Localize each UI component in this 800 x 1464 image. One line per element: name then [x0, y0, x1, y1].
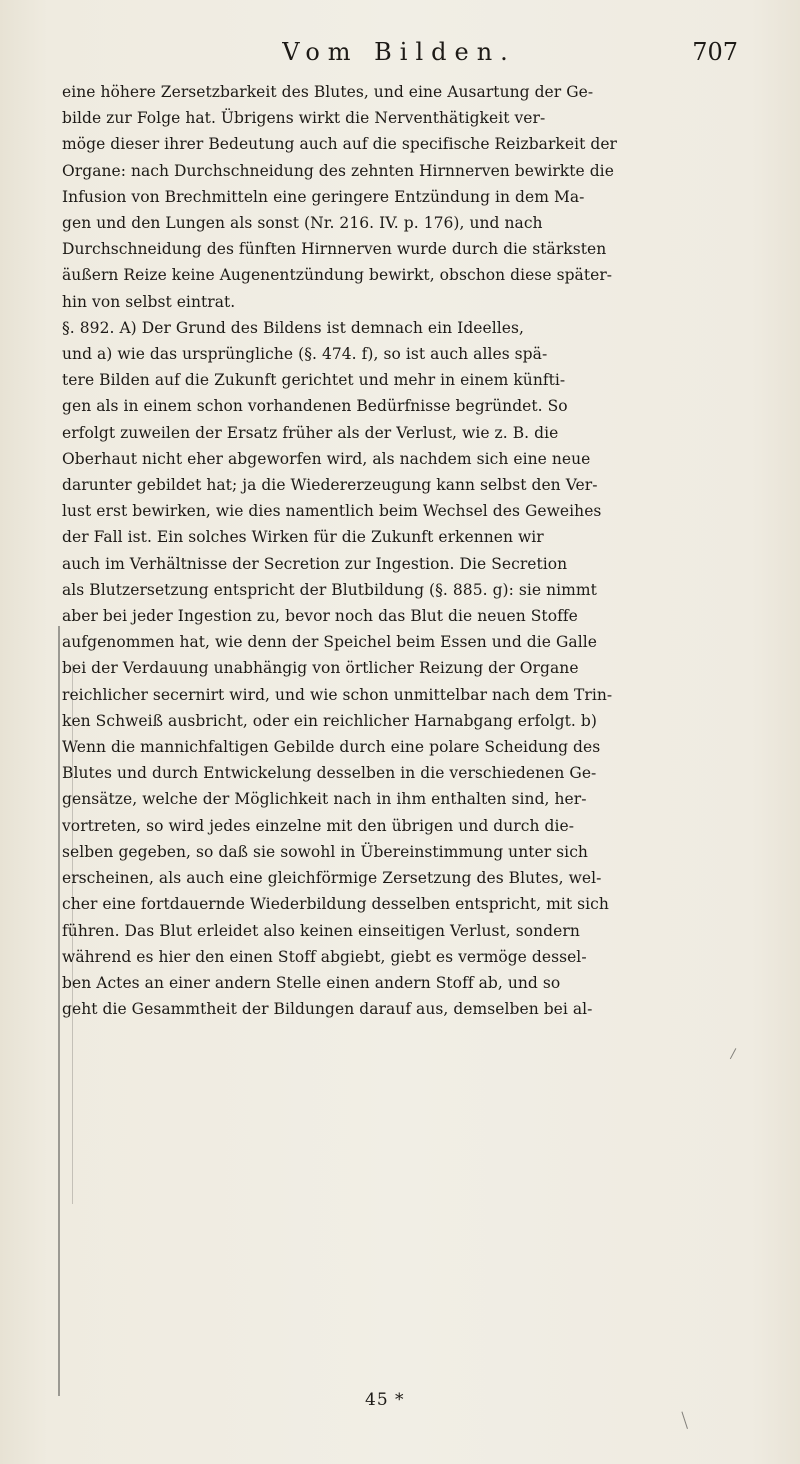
text-line: lust erst bewirken, wie dies namentlich beim Wechsel des Geweihes [62, 502, 602, 521]
text-line: und a) wie das ursprüngliche (§. 474. f), so ist auch alles spä- [62, 345, 548, 364]
text-line: gensätze, welche der Möglichkeit nach in ihm enthalten sind, her- [62, 790, 587, 809]
ink-mark [730, 1048, 745, 1064]
text-line: geht die Gesammtheit der Bildungen darauf aus, demselben bei al- [62, 1000, 593, 1019]
text-line: ken Schweiß ausbricht, oder ein reichlicher Harnabgang erfolgt. b) [62, 711, 597, 730]
gutter-shadow [58, 626, 60, 1396]
text-line: gen und den Lungen als sonst (Nr. 216. IV. p. 176), und nach [62, 214, 543, 233]
text-line: hin von selbst eintrat. [62, 292, 236, 311]
text-line: vortreten, so wird jedes einzelne mit den übrigen und durch die- [62, 816, 574, 835]
text-line: während es hier den einen Stoff abgiebt, giebt es vermöge dessel- [62, 947, 587, 966]
running-head: Vom Bilden. [282, 38, 516, 66]
text-line: reichlicher secernirt wird, und wie schon unmittelbar nach dem Trin- [62, 685, 613, 704]
text-line: führen. Das Blut erleidet also keinen einseitigen Verlust, sondern [62, 921, 580, 940]
text-line: Organe: nach Durchschneidung des zehnten Hirnnerven bewirkte die [62, 161, 614, 180]
text-line: Blutes und durch Entwickelung desselben in die verschiedenen Ge- [62, 764, 597, 783]
text-line: ben Actes an einer andern Stelle einen andern Stoff ab, und so [62, 973, 561, 992]
text-line: Oberhaut nicht eher abgeworfen wird, als nachdem sich eine neue [62, 449, 591, 468]
text-line: erfolgt zuweilen der Ersatz früher als der Verlust, wie z. B. die [62, 423, 559, 442]
text-line: §. 892. A) Der Grund des Bildens ist demnach ein Ideelles, [62, 318, 524, 337]
text-line: möge dieser ihrer Bedeutung auch auf die specifische Reizbarkeit der [62, 135, 618, 154]
text-line: erscheinen, als auch eine gleichförmige Zersetzung des Blutes, wel- [62, 869, 602, 888]
text-line: als Blutzersetzung entspricht der Blutbildung (§. 885. g): sie nimmt [62, 580, 597, 599]
signature-mark: 45 * [365, 1390, 405, 1410]
text-line: Wenn die mannichfaltigen Gebilde durch eine polare Scheidung des [62, 738, 601, 757]
text-line: aber bei jeder Ingestion zu, bevor noch das Blut die neuen Stoffe [62, 607, 578, 626]
text-line: darunter gebildet hat; ja die Wiedererzeugung kann selbst den Ver- [62, 476, 598, 495]
text-line: eine höhere Zersetzbarkeit des Blutes, und eine Ausartung der Ge- [62, 83, 594, 101]
text-line: Infusion von Brechmitteln eine geringere Entzündung in dem Ma- [62, 187, 585, 206]
text-line: bilde zur Folge hat. Übrigens wirkt die Nerventhätigkeit ver- [62, 109, 546, 128]
text-line: auch im Verhältnisse der Secretion zur Ingestion. Die Secretion [62, 554, 568, 573]
text-line: cher eine fortdauernde Wiederbildung desselben entspricht, mit sich [62, 895, 609, 914]
text-line: der Fall ist. Ein solches Wirken für die Zukunft erkennen wir [62, 528, 544, 547]
text-line: selben gegeben, so daß sie sowohl in Übereinstimmung unter sich [62, 842, 588, 861]
text-line: tere Bilden auf die Zukunft gerichtet und mehr in einem künfti- [62, 371, 566, 390]
page-header [60, 38, 738, 78]
text-line: bei der Verdauung unabhängig von örtlicher Reizung der Organe [62, 659, 579, 678]
text-line: äußern Reize keine Augenentzündung bewirkt, obschon diese später- [62, 266, 613, 285]
page-number: 707 [692, 38, 738, 66]
text-line: gen als in einem schon vorhandenen Bedürfnisse begründet. So [62, 397, 568, 416]
ink-mark [681, 1409, 695, 1429]
body-text [62, 79, 732, 1022]
text-line: Durchschneidung des fünften Hirnnerven wurde durch die stärksten [62, 240, 607, 259]
text-line: aufgenommen hat, wie denn der Speichel beim Essen und die Galle [62, 633, 597, 652]
